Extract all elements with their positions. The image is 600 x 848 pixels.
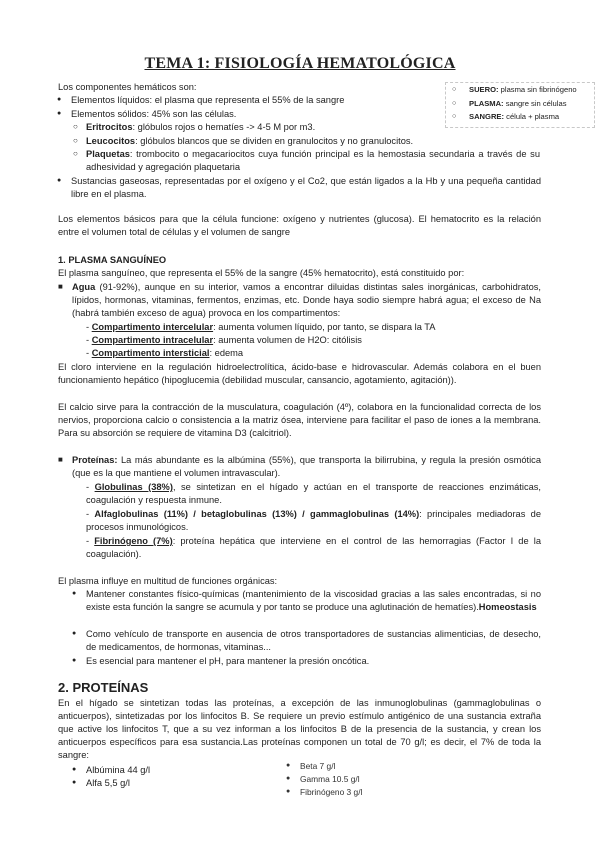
protein-amount: ● Alfa 5,5 g/l — [86, 777, 246, 790]
functions-lead: El plasma influye en multitud de funciones orgánicas: — [58, 576, 278, 586]
protein-amount: ● Beta 7 g/l — [300, 760, 460, 773]
term: Homeostasis — [478, 601, 537, 612]
bullet-gases: ● Sustancias gaseosas, representadas por el oxígeno y el Co2, que están ligados a la Hb y una pequeña cantidad libre en el plasma. — [71, 175, 541, 201]
cloro-paragraph: El cloro interviene en la regulación hidroelectrolítica, ácido-base e hidrovascular. Además colabora en el buen funcionamiento hepático (hipoglucemia (debilidad muscular, cansancio, agotamiento, agitación)). — [58, 362, 541, 385]
desc: : aumenta volumen de H2O: citólisis — [213, 335, 362, 345]
desc: : edema — [209, 348, 244, 358]
definition-desc: sangre sin células — [503, 98, 567, 108]
definition-desc: plasma sin fibrinógeno — [498, 85, 577, 94]
bullet-agua — [72, 281, 541, 320]
intro-lead: Los componentes hemáticos son: — [58, 82, 197, 92]
desc: : principales mediadoras de procesos inmunológicos. — [86, 509, 541, 532]
term: Compartimento intersticial — [91, 348, 210, 358]
definition-item — [446, 83, 594, 97]
bullet-solid: ● Elementos sólidos: 45% son las células. — [71, 108, 441, 121]
function-item: ● Como vehículo de transporte en ausencia de otros transportadores de sustancias alimenticias, de desecho, de medicamentos, de hormonas, vitaminas... — [86, 628, 541, 654]
definition-item — [446, 97, 594, 111]
protein-amount: ● Albúmina 44 g/l — [86, 764, 246, 777]
basic-paragraph: Los elementos básicos para que la célula funcione: oxígeno y nutrientes (glucosa). El hematocrito es la relación entre el volumen total de células y el volumen de sangre — [58, 214, 541, 237]
bullet-leucocitos — [86, 135, 546, 148]
term: Alfaglobulinas (11%) / betaglobulinas (13%) / gammaglobulinas (14%) — [94, 509, 420, 519]
desc: : glóbulos rojos o hematíes -> 4-5 M por m3. — [132, 122, 316, 132]
definition-term: SUERO: — [469, 85, 499, 94]
desc: La más abundante es la albúmina (55%), que transporta la bilirrubina, y regula la presión osmótica (que es la que mantiene el volumen intravascular). — [72, 455, 541, 478]
section1-lead: El plasma sanguíneo, que representa el 55% de la sangre (45% hematocrito), está constituido por: — [58, 268, 465, 278]
term: Globulinas (38%) — [94, 482, 173, 492]
bullet-proteinas — [72, 454, 541, 480]
alfaglobulinas: - Alfaglobulinas (11%) / betaglobulinas (13%) / gammaglobulinas (14%): principales mediadoras de procesos inmunológicos. — [86, 509, 541, 532]
desc: Mantener constantes físico-químicas (mantenimiento de la viscosidad gracias a las sales encontradas, si no existe esta función la sangre se acumula y por tanto se produce una aglutinación de hematíes). — [86, 589, 541, 612]
compartment-intracelular: - Compartimento intracelular: aumenta volumen de H2O: citólisis — [86, 335, 362, 345]
term: Leucocitos — [86, 136, 136, 146]
calcio-paragraph: El calcio sirve para la contracción de la musculatura, coagulación (4º), colabora en la funcionalidad correcta de los nervios, proporciona calcio o consistencia a la matriz ósea, interviene para facilitar el paso de iones a la membrana. Para su absorción se requiere de vitamina D3 (calcitriol). — [58, 402, 541, 438]
definition-term: SANGRE: — [469, 112, 505, 121]
function-item: ● Es esencial para mantener el pH, para mantener la presión oncótica. — [86, 655, 541, 668]
term: Plaquetas — [86, 149, 130, 159]
term: Agua — [72, 282, 96, 292]
term: Compartimento intercelular — [91, 322, 214, 332]
bullet-liquid: ● Elementos líquidos: el plasma que representa el 55% de la sangre — [71, 94, 441, 107]
section2-paragraph: En el hígado se sintetizan todas las proteínas, a excepción de las inmunoglobulinas (gammaglobulinas o anticuerpos), sintetizadas por los linfocitos B. Se requiere un previo estímulo antigénico de una sustancia extraña que active los linfocitos T, que a su vez informan a los linfocitos B de la presencia de la sustancia, y crean los anticuerpos específicos para esa sustancia.Las proteínas componen un total de 70 g/l; es decir, el 7% de toda la sangre: — [58, 698, 541, 760]
compartment-intersticial: - Compartimento intersticial: edema — [86, 348, 244, 358]
term: Proteínas: — [72, 455, 118, 465]
compartment-intercelular: - Compartimento intercelular: aumenta volumen líquido, por tanto, se dispara la TA — [86, 322, 436, 332]
desc: (91-92%), aunque en su interior, vamos a encontrar diluidas distintas sales inorgánicas, carbohidratos, lípidos, hormonas, vitaminas, fermentos, enzimas, etc. Donde haya sodio siempre habrá agua; el exceso de Na (habrá también exceso de agua) provoca en los compartimentos: — [72, 282, 541, 318]
desc: : trombocito o megacariocitos cuya función principal es la hemostasia secundaria a través de su adhesividad y agregación plaquetaria — [86, 149, 540, 172]
term: Fibrinógeno (7%) — [94, 536, 173, 546]
definition-term: PLASMA: — [469, 98, 504, 108]
term: Compartimento intracelular — [91, 335, 214, 345]
protein-amount: ● Gamma 10.5 g/l — [300, 773, 460, 786]
bullet-plaquetas — [86, 148, 540, 174]
desc: , se sintetizan en el hígado y actúan en el transporte de reacciones enzimáticas, coagulación y respuesta inmune. — [86, 482, 541, 505]
bullet-eritrocitos — [86, 121, 546, 134]
fibrinogeno: - Fibrinógeno (7%): proteína hepática que interviene en el control de las hemorragias (Factor I de la coagulación). — [86, 536, 541, 559]
desc: : proteína hepática que interviene en el control de las hemorragias (Factor I de la coagulación). — [86, 536, 541, 559]
desc: : glóbulos blancos que se dividen en granulocitos y no granulocitos. — [135, 136, 414, 146]
term: Eritrocitos — [86, 122, 133, 132]
section2-heading: 2. PROTEÍNAS — [58, 680, 149, 695]
globulinas: - Globulinas (38%), se sintetizan en el hígado y actúan en el transporte de reacciones enzimáticas, coagulación y respuesta inmune. — [86, 482, 541, 505]
page-title: TEMA 1: FISIOLOGÍA HEMATOLÓGICA — [144, 55, 456, 72]
definition-desc: célula + plasma — [504, 112, 560, 121]
section1-heading: 1. PLASMA SANGUÍNEO — [58, 255, 167, 265]
desc: : aumenta volumen líquido, por tanto, se dispara la TA — [213, 322, 436, 332]
protein-amount: ● Fibrinógeno 3 g/l — [300, 786, 460, 799]
function-item — [86, 588, 541, 614]
